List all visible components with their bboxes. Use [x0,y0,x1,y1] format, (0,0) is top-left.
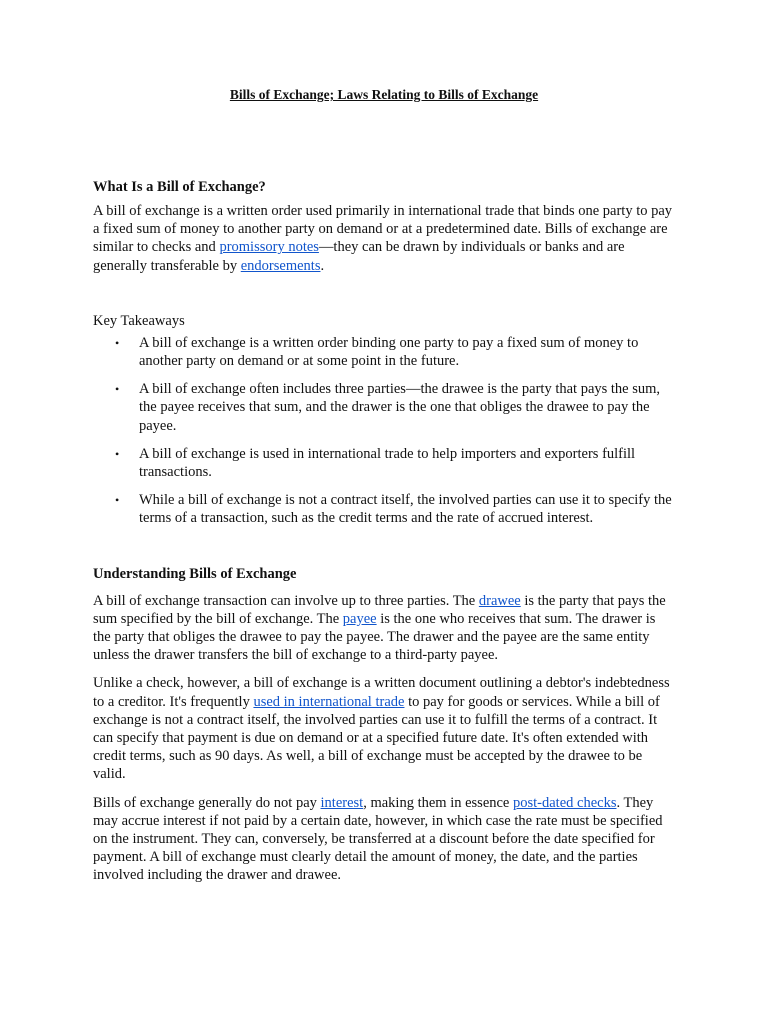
list-item-text: A bill of exchange often includes three parties—the drawee is the party that pays the sum, the payee receives that sum, and the drawer is the one that obliges the drawee to pay the payee. [139,381,661,434]
endorsements-link[interactable]: endorsements [240,257,321,274]
international-trade-link[interactable]: used in international trade [253,693,405,710]
list-item-text: A bill of exchange is a written order binding one party to pay a fixed sum of money to another party on demand or at some point in the future. [139,334,639,370]
list-item [93,491,675,527]
para3-text-c: . They may accrue interest if not paid by a certain date, however, in which case the rate must be specified on the instrument. They can, conversely, be transferred at a discount before the date specified for payment. A bill of exchange must clearly detail the amount of money, the date, and the parties involved including the drawer and drawee. [93,794,663,884]
intro-paragraph [93,202,675,275]
bullet-icon: • [115,382,120,397]
intro-text-b: —they can be drawn by individuals or banks and are generally transferable by [93,239,625,274]
list-item [93,380,675,435]
key-takeaways-list [93,334,675,528]
section-heading-understanding: Understanding Bills of Exchange [93,565,297,582]
list-item [93,445,675,481]
list-item-text: A bill of exchange is used in international trade to help importers and exporters fulfill transactions. [139,445,636,481]
document-title: Bills of Exchange; Laws Relating to Bills of Exchange [229,87,539,102]
para2-text-b: to pay for goods or services. While a bill of exchange is not a contract itself, the involved parties can use it to fulfill the terms of a contract. It can specify that payment is due on demand or at a specified future date. It's often extended with credit terms, such as 90 days. As well, a bill of exchange must be accepted by the drawee to be valid. [93,693,660,783]
drawee-link[interactable]: drawee [478,592,521,609]
bullet-icon: • [115,446,120,461]
intro-text-c: . [320,257,325,274]
bullet-icon: • [115,493,120,508]
para1-text-b: is the party that pays the sum specified by the bill of exchange. The [93,592,666,627]
key-takeaways-label: Key Takeaways [93,312,185,329]
para1-text-a: A bill of exchange transaction can involve up to three parties. The [93,592,479,609]
list-item-text: While a bill of exchange is not a contract itself, the involved parties can use it to specify the terms of a transaction, such as the credit terms and the rate of accrued interest. [139,492,672,527]
bullet-icon: • [115,335,120,350]
understanding-paragraph-2 [93,674,675,783]
para3-text-b: , making them in essence [363,794,513,811]
para1-text-c: is the one who receives that sum. The drawer is the party that obliges the drawee to pay the payee. The drawer and the payee are the same entity unless the drawer transfers the bill of exchange to a third-party payee. [93,610,656,664]
list-item [93,334,675,370]
understanding-paragraph-1 [93,592,675,665]
payee-link[interactable]: payee [342,610,377,627]
interest-link[interactable]: interest [320,794,364,811]
promissory-notes-link[interactable]: promissory notes [219,239,319,256]
understanding-paragraph-3 [93,794,675,885]
para3-text-a: Bills of exchange generally do not pay [93,794,321,811]
post-dated-checks-link[interactable]: post-dated checks [513,794,617,811]
para2-text-a: Unlike a check, however, a bill of exchange is a written document outlining a debtor's indebtedness to a creditor. It's frequently [93,675,670,710]
document-page [93,86,675,885]
intro-text-a: A bill of exchange is a written order used primarily in international trade that binds one party to pay a fixed sum of money to another party on demand or at a predetermined date. Bills of exchange are similar to checks and [93,203,673,256]
section-heading-what-is: What Is a Bill of Exchange? [93,179,266,195]
